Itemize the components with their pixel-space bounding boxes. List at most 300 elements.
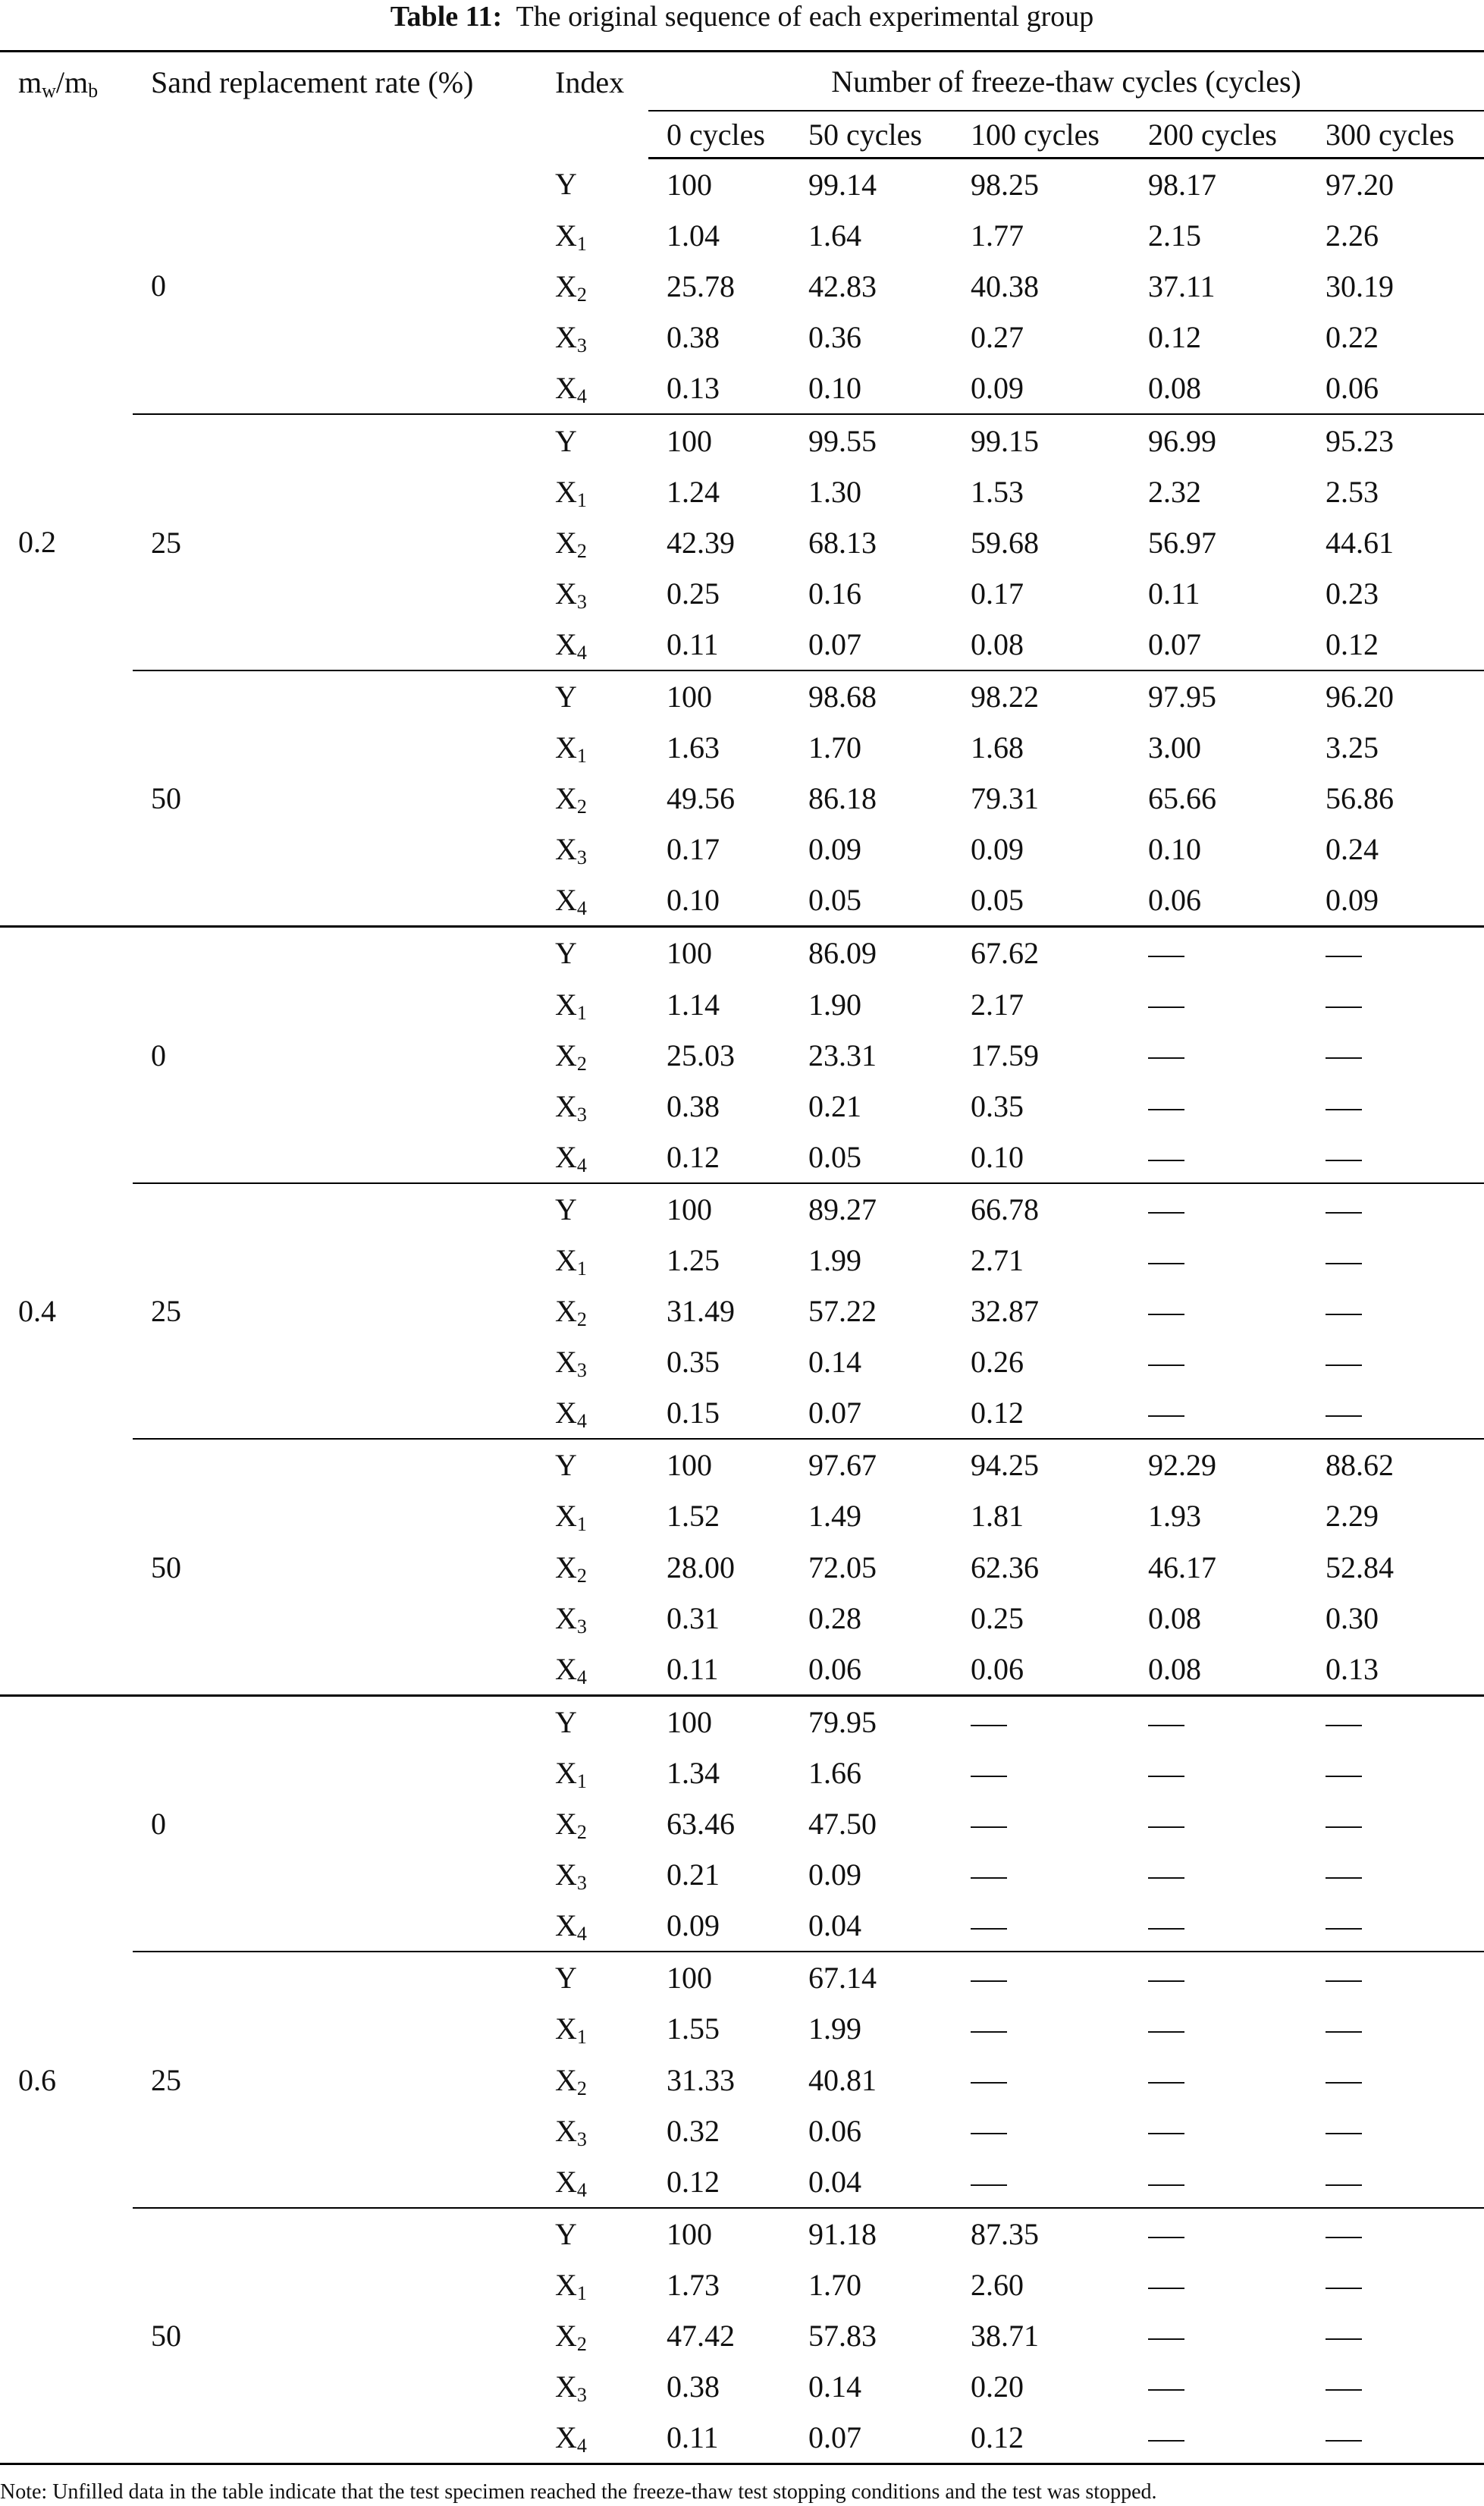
value-cell: 28.00 (667, 1550, 735, 1584)
value-cell: 2.32 (1148, 474, 1201, 509)
value-cell: 1.49 (808, 1499, 861, 1534)
header-cycle-0: 0 cycles (648, 111, 790, 159)
value-cell (1307, 1081, 1484, 1132)
value-cell: 0.12 (952, 1387, 1130, 1439)
index-cell: $X_2$ (555, 2318, 587, 2355)
value-cell: 2.17 (971, 987, 1024, 1022)
value-cell (1130, 2054, 1307, 2105)
value-cell (1307, 1030, 1484, 1081)
value-cell: 42.83 (808, 269, 877, 304)
unfilled-dash (1148, 1212, 1184, 1214)
value-cell (1130, 1798, 1307, 1849)
value-cell: 0.06 (790, 1644, 952, 1696)
value-cell (952, 1798, 1130, 1849)
unfilled-dash (1148, 1006, 1184, 1008)
unfilled-dash (1148, 2440, 1184, 2442)
value-cell: 0.13 (1307, 1644, 1484, 1696)
index-cell: $X_4$ (537, 619, 648, 670)
unfilled-dash (1148, 1877, 1184, 1879)
value-cell: 49.56 (667, 781, 735, 816)
value-cell (1307, 2003, 1484, 2054)
value-cell: 99.15 (971, 423, 1039, 458)
index-cell: Y (555, 1961, 577, 1996)
value-cell (1307, 2361, 1484, 2412)
value-cell: 57.22 (808, 1294, 877, 1329)
header-sand-rate: Sand replacement rate (%) (151, 65, 474, 99)
value-cell: 0.07 (1130, 619, 1307, 670)
sand-rate-cell: 50 (133, 2208, 537, 2464)
unfilled-dash (1326, 1415, 1362, 1417)
value-cell: 1.81 (971, 1499, 1024, 1534)
value-cell: 38.71 (971, 2318, 1039, 2353)
value-cell: 1.90 (808, 987, 861, 1022)
value-cell: 0.35 (971, 1088, 1024, 1123)
value-cell: 98.25 (971, 168, 1039, 203)
index-cell: $X_4$ (537, 875, 648, 927)
value-cell: 0.35 (667, 1345, 720, 1380)
sand-rate-cell: 50 (133, 670, 537, 927)
value-cell: 0.07 (790, 2412, 952, 2464)
value-cell (1307, 2106, 1484, 2156)
unfilled-dash (1148, 2237, 1184, 2238)
unfilled-dash (1148, 1364, 1184, 1366)
header-mw-ratio: $m_w/m_b$ (18, 65, 99, 102)
unfilled-dash (1326, 2440, 1362, 2442)
value-cell (1130, 1849, 1307, 1900)
index-cell: $X_2$ (555, 1807, 587, 1844)
index-cell: Y (555, 1704, 577, 1739)
value-cell: 68.13 (808, 525, 877, 560)
value-cell: 0.05 (952, 875, 1130, 927)
value-cell: 0.09 (1307, 875, 1484, 927)
value-cell: 0.22 (1326, 320, 1379, 355)
value-cell (1307, 1132, 1484, 1183)
value-cell: 0.11 (648, 2412, 790, 2464)
value-cell: 0.11 (1148, 576, 1200, 611)
index-cell: $X_1$ (555, 218, 587, 256)
value-cell (1307, 1849, 1484, 1900)
value-cell (952, 2156, 1130, 2208)
unfilled-dash (1148, 2133, 1184, 2134)
value-cell: 0.20 (971, 2369, 1024, 2404)
value-cell: 31.33 (667, 2062, 735, 2097)
index-cell: $X_4$ (537, 1132, 648, 1183)
value-cell: 25.03 (667, 1038, 735, 1072)
index-cell: $X_4$ (537, 363, 648, 414)
value-cell: 0.08 (952, 619, 1130, 670)
value-cell: 79.95 (808, 1704, 877, 1739)
value-cell (1307, 1798, 1484, 1849)
value-cell: 2.15 (1148, 218, 1201, 253)
table-row (0, 414, 1484, 466)
value-cell (1307, 2054, 1484, 2105)
sand-rate-cell: 0 (133, 927, 537, 1183)
value-cell (1130, 979, 1307, 1030)
index-cell: $X_2$ (555, 2062, 587, 2099)
table-row (0, 1439, 1484, 1490)
value-cell (1307, 1695, 1484, 1748)
value-cell: 100 (667, 1192, 712, 1226)
index-cell: Y (555, 1192, 577, 1226)
value-cell: 0.21 (808, 1088, 861, 1123)
value-cell: 89.27 (808, 1192, 877, 1226)
header-index: Index (555, 65, 625, 99)
unfilled-dash (1326, 2082, 1362, 2084)
value-cell: 0.25 (667, 576, 720, 611)
value-cell (1130, 1900, 1307, 1952)
unfilled-dash (1148, 1160, 1184, 1161)
value-cell: 0.04 (790, 2156, 952, 2208)
value-cell: 0.23 (1326, 576, 1379, 611)
value-cell (1307, 1336, 1484, 1387)
value-cell (1130, 1132, 1307, 1183)
value-cell: 1.66 (808, 1755, 861, 1790)
unfilled-dash (971, 2184, 1007, 2186)
value-cell: 100 (667, 168, 712, 203)
table-row (0, 670, 1484, 722)
value-cell (1307, 927, 1484, 979)
value-cell (952, 1849, 1130, 1900)
mw-ratio-cell: 0.2 (0, 159, 133, 927)
unfilled-dash (971, 1826, 1007, 1828)
value-cell: 96.99 (1148, 423, 1216, 458)
value-cell: 100 (667, 1961, 712, 1996)
value-cell: 0.31 (667, 1600, 720, 1635)
value-cell: 0.05 (790, 875, 952, 927)
table-row (0, 1183, 1484, 1235)
index-cell: $X_1$ (555, 1499, 587, 1536)
unfilled-dash (1326, 2031, 1362, 2033)
value-cell (1130, 1235, 1307, 1286)
value-cell (1130, 1952, 1307, 2003)
index-cell: $X_3$ (555, 832, 587, 869)
value-cell (952, 2106, 1130, 2156)
value-cell: 40.81 (808, 2062, 877, 2097)
value-cell: 0.21 (667, 1858, 720, 1892)
value-cell: 0.24 (1326, 832, 1379, 867)
unfilled-dash (1148, 1928, 1184, 1930)
value-cell (1130, 1286, 1307, 1336)
value-cell: 3.25 (1326, 730, 1379, 765)
header-cycles-group: Number of freeze-thaw cycles (cycles) (648, 52, 1484, 111)
unfilled-dash (1148, 1776, 1184, 1777)
value-cell: 0.12 (1307, 619, 1484, 670)
value-cell: 1.30 (808, 474, 861, 509)
index-cell: $X_3$ (555, 1858, 587, 1895)
value-cell: 67.14 (808, 1961, 877, 1996)
value-cell: 0.07 (790, 1387, 952, 1439)
index-cell: $X_1$ (555, 730, 587, 768)
value-cell: 100 (667, 679, 712, 714)
mw-ratio-cell: 0.4 (0, 927, 133, 1695)
value-cell: 99.14 (808, 168, 877, 203)
value-cell (952, 1952, 1130, 2003)
value-cell (1130, 1081, 1307, 1132)
value-cell: 0.17 (971, 576, 1024, 611)
value-cell: 0.06 (808, 2113, 861, 2148)
value-cell: 0.30 (1326, 1600, 1379, 1635)
value-cell: 47.50 (808, 1807, 877, 1842)
value-cell: 1.93 (1148, 1499, 1201, 1534)
value-cell: 0.06 (1130, 875, 1307, 927)
value-cell: 42.39 (667, 525, 735, 560)
value-cell: 0.08 (1130, 1644, 1307, 1696)
index-cell: $X_2$ (555, 781, 587, 818)
value-cell: 0.06 (952, 1644, 1130, 1696)
value-cell: 59.68 (971, 525, 1039, 560)
value-cell: 2.71 (971, 1243, 1024, 1278)
value-cell: 0.09 (808, 832, 861, 867)
value-cell (1307, 1387, 1484, 1439)
value-cell: 0.12 (648, 1132, 790, 1183)
value-cell (1130, 1030, 1307, 1081)
index-cell: $X_4$ (537, 1644, 648, 1696)
value-cell (1307, 2208, 1484, 2259)
value-cell: 100 (667, 1704, 712, 1739)
value-cell: 47.42 (667, 2318, 735, 2353)
index-cell: Y (555, 1448, 577, 1483)
value-cell: 1.70 (808, 2267, 861, 2302)
value-cell (1307, 1748, 1484, 1798)
value-cell: 0.13 (648, 363, 790, 414)
value-cell: 0.10 (790, 363, 952, 414)
header-cycle-3: 200 cycles (1130, 111, 1307, 159)
value-cell: 0.32 (667, 2113, 720, 2148)
caption-label: Table 11: (390, 1, 503, 33)
value-cell: 98.22 (971, 679, 1039, 714)
value-cell: 23.31 (808, 1038, 877, 1072)
unfilled-dash (971, 1928, 1007, 1930)
table-row (0, 159, 1484, 211)
value-cell (1307, 1235, 1484, 1286)
value-cell: 97.20 (1326, 168, 1394, 203)
value-cell: 0.38 (667, 2369, 720, 2404)
index-cell: Y (555, 2216, 577, 2251)
value-cell: 100 (667, 936, 712, 971)
unfilled-dash (1148, 1415, 1184, 1417)
sand-rate-cell: 25 (133, 1952, 537, 2207)
value-cell (1130, 1695, 1307, 1748)
value-cell: 25.78 (667, 269, 735, 304)
value-cell: 91.18 (808, 2216, 877, 2251)
index-cell: $X_1$ (555, 1755, 587, 1792)
value-cell (1130, 1336, 1307, 1387)
mw-ratio-cell: 0.6 (0, 1695, 133, 2464)
unfilled-dash (1326, 1006, 1362, 1008)
value-cell: 57.83 (808, 2318, 877, 2353)
value-cell (952, 1900, 1130, 1952)
value-cell: 98.68 (808, 679, 877, 714)
unfilled-dash (1326, 1826, 1362, 1828)
value-cell: 1.14 (667, 987, 720, 1022)
sand-rate-cell: 0 (133, 159, 537, 415)
unfilled-dash (1148, 2031, 1184, 2033)
unfilled-dash (1148, 1263, 1184, 1264)
value-cell: 0.09 (971, 832, 1024, 867)
value-cell: 1.34 (667, 1755, 720, 1790)
value-cell (1130, 2106, 1307, 2156)
value-cell: 0.27 (971, 320, 1024, 355)
value-cell: 0.16 (808, 576, 861, 611)
index-cell: $X_4$ (537, 1900, 648, 1952)
value-cell: 0.11 (648, 619, 790, 670)
unfilled-dash (971, 1980, 1007, 1982)
index-cell: $X_1$ (555, 474, 587, 511)
value-cell: 97.67 (808, 1448, 877, 1483)
value-cell (1130, 927, 1307, 979)
index-cell: $X_3$ (555, 320, 587, 357)
value-cell: 0.26 (971, 1345, 1024, 1380)
unfilled-dash (971, 1725, 1007, 1726)
table-row (0, 1952, 1484, 2003)
index-cell: $X_2$ (555, 269, 587, 306)
value-cell: 0.25 (971, 1600, 1024, 1635)
unfilled-dash (1148, 2338, 1184, 2340)
value-cell: 3.00 (1148, 730, 1201, 765)
index-cell: $X_4$ (537, 2156, 648, 2208)
unfilled-dash (1148, 1826, 1184, 1828)
value-cell (1130, 1748, 1307, 1798)
value-cell: 72.05 (808, 1550, 877, 1584)
value-cell: 87.35 (971, 2216, 1039, 2251)
value-cell: 0.36 (808, 320, 861, 355)
index-cell: $X_3$ (555, 576, 587, 613)
unfilled-dash (1326, 2288, 1362, 2289)
value-cell: 1.64 (808, 218, 861, 253)
value-cell: 0.09 (952, 363, 1130, 414)
sand-rate-cell: 50 (133, 1439, 537, 1695)
index-cell: $X_4$ (537, 2412, 648, 2464)
value-cell (1307, 1183, 1484, 1235)
value-cell: 0.17 (667, 832, 720, 867)
value-cell: 98.17 (1148, 168, 1216, 203)
index-cell: $X_3$ (555, 1088, 587, 1126)
index-cell: Y (555, 679, 577, 714)
unfilled-dash (1148, 2082, 1184, 2084)
value-cell (1130, 2259, 1307, 2310)
value-cell: 0.12 (648, 2156, 790, 2208)
value-cell (1130, 2310, 1307, 2361)
unfilled-dash (1148, 1314, 1184, 1315)
unfilled-dash (1326, 1928, 1362, 1930)
value-cell: 94.25 (971, 1448, 1039, 1483)
value-cell (952, 2003, 1130, 2054)
value-cell: 0.06 (1307, 363, 1484, 414)
index-cell: $X_2$ (555, 525, 587, 562)
value-cell (1130, 2156, 1307, 2208)
value-cell: 0.10 (1148, 832, 1201, 867)
table-caption (0, 0, 1484, 33)
unfilled-dash (1326, 1160, 1362, 1161)
data-table (0, 50, 1484, 2465)
value-cell: 1.25 (667, 1243, 720, 1278)
value-cell (952, 1748, 1130, 1798)
index-cell: $X_2$ (555, 1550, 587, 1587)
unfilled-dash (1326, 1725, 1362, 1726)
value-cell (1307, 1286, 1484, 1336)
table-container (0, 50, 1484, 2465)
unfilled-dash (1326, 1109, 1362, 1110)
table-note: Note: Unfilled data in the table indicate that the test specimen reached the freeze-thaw test stopping conditions and the test was stopped. (0, 2480, 1157, 2504)
value-cell (952, 1695, 1130, 1748)
unfilled-dash (1148, 2389, 1184, 2391)
value-cell: 56.97 (1148, 525, 1216, 560)
unfilled-dash (1326, 1263, 1362, 1264)
index-cell: $X_3$ (555, 1600, 587, 1638)
value-cell: 67.62 (971, 936, 1039, 971)
caption-text: The original sequence of each experimental group (516, 1, 1094, 33)
sand-rate-cell: 25 (133, 414, 537, 670)
value-cell: 0.38 (667, 1088, 720, 1123)
value-cell: 0.04 (790, 1900, 952, 1952)
value-cell (1130, 2208, 1307, 2259)
unfilled-dash (1326, 2237, 1362, 2238)
value-cell: 79.31 (971, 781, 1039, 816)
value-cell: 1.77 (971, 218, 1024, 253)
value-cell: 100 (667, 2216, 712, 2251)
index-cell: $X_1$ (555, 2011, 587, 2049)
value-cell: 2.60 (971, 2267, 1024, 2302)
index-cell: $X_1$ (555, 1243, 587, 1280)
unfilled-dash (1326, 1980, 1362, 1982)
unfilled-dash (1326, 956, 1362, 957)
value-cell (1130, 2361, 1307, 2412)
value-cell: 1.63 (667, 730, 720, 765)
value-cell: 86.09 (808, 936, 877, 971)
value-cell: 92.29 (1148, 1448, 1216, 1483)
value-cell: 1.73 (667, 2267, 720, 2302)
value-cell: 86.18 (808, 781, 877, 816)
value-cell (1307, 1900, 1484, 1952)
value-cell: 0.08 (1148, 1600, 1201, 1635)
value-cell (1307, 2259, 1484, 2310)
unfilled-dash (1326, 1364, 1362, 1366)
value-cell: 0.05 (790, 1132, 952, 1183)
value-cell: 52.84 (1326, 1550, 1394, 1584)
value-cell (1307, 1952, 1484, 2003)
table-row (0, 2208, 1484, 2259)
value-cell: 17.59 (971, 1038, 1039, 1072)
value-cell: 63.46 (667, 1807, 735, 1842)
value-cell: 0.38 (667, 320, 720, 355)
value-cell: 2.26 (1326, 218, 1379, 253)
value-cell: 0.09 (648, 1900, 790, 1952)
value-cell: 100 (667, 1448, 712, 1483)
unfilled-dash (1148, 1109, 1184, 1110)
index-cell: $X_2$ (555, 1038, 587, 1075)
index-cell: $X_2$ (555, 1294, 587, 1331)
value-cell: 1.55 (667, 2011, 720, 2046)
index-cell: $X_1$ (555, 2267, 587, 2304)
value-cell: 0.08 (1130, 363, 1307, 414)
value-cell: 99.55 (808, 423, 877, 458)
unfilled-dash (1148, 1057, 1184, 1059)
value-cell: 1.70 (808, 730, 861, 765)
value-cell (1307, 979, 1484, 1030)
header-cycle-2: 100 cycles (952, 111, 1130, 159)
unfilled-dash (1148, 1980, 1184, 1982)
value-cell: 0.10 (648, 875, 790, 927)
index-cell: Y (555, 423, 577, 458)
value-cell (1307, 2156, 1484, 2208)
index-cell: $X_1$ (555, 987, 587, 1024)
value-cell (1130, 1183, 1307, 1235)
index-cell: $X_3$ (555, 2113, 587, 2150)
value-cell: 0.09 (808, 1858, 861, 1892)
value-cell: 0.10 (952, 1132, 1130, 1183)
value-cell: 0.14 (808, 2369, 861, 2404)
value-cell: 1.04 (667, 218, 720, 253)
